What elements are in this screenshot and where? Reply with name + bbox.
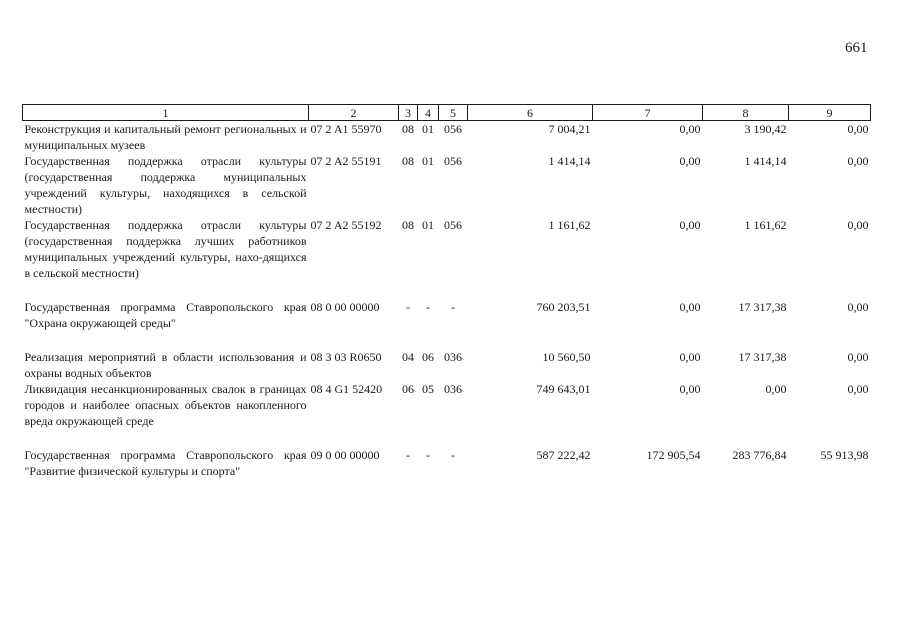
amount-col6: 10 560,50 <box>542 350 591 364</box>
row-spacer <box>23 429 871 447</box>
amount-col6: 7 004,21 <box>548 122 591 136</box>
department-code: 056 <box>444 218 462 232</box>
program-code: 09 0 00 00000 <box>310 448 380 462</box>
program-code: 08 4 G1 52420 <box>310 382 383 396</box>
amount-col7: 0,00 <box>679 122 701 136</box>
section-code: - <box>406 448 410 462</box>
amount-col6: 1 161,62 <box>548 218 591 232</box>
amount-col7: 172 905,54 <box>646 448 701 462</box>
section-code: 06 <box>402 382 414 396</box>
program-name: Реализация мероприятий в области использования и охраны водных объектов <box>24 350 307 380</box>
section-code: 04 <box>402 350 414 364</box>
program-name: Государственная программа Ставропольского края "Развитие физической культуры и спорта" <box>24 448 307 478</box>
department-code: - <box>451 300 455 314</box>
section-code: 08 <box>402 218 414 232</box>
amount-col8: 1 414,14 <box>744 154 787 168</box>
amount-col8: 3 190,42 <box>744 122 787 136</box>
amount-col7: 0,00 <box>679 300 701 314</box>
column-header: 4 <box>418 105 439 121</box>
column-header: 1 <box>23 105 309 121</box>
amount-col9: 0,00 <box>847 218 869 232</box>
program-name: Государственная поддержка отрасли культуры (государственная поддержка лучших работников муниципальных учреждений культуры, нахо-дящихся в сельской местности) <box>24 218 307 280</box>
amount-col6: 587 222,42 <box>536 448 591 462</box>
page-number: 661 <box>845 40 868 56</box>
table-row <box>23 349 871 381</box>
department-code: 056 <box>444 154 462 168</box>
subsection-code: 06 <box>422 350 434 364</box>
column-header: 7 <box>593 105 703 121</box>
program-code: 07 2 A1 55970 <box>310 122 382 136</box>
column-header: 9 <box>789 105 871 121</box>
table-row <box>23 381 871 429</box>
subsection-code: - <box>426 300 430 314</box>
subsection-code: 01 <box>422 154 434 168</box>
table-row <box>23 217 871 281</box>
amount-col9: 0,00 <box>847 382 869 396</box>
subsection-code: 01 <box>422 122 434 136</box>
subsection-code: 01 <box>422 218 434 232</box>
table-row <box>23 447 871 479</box>
row-spacer <box>23 331 871 349</box>
department-code: 036 <box>444 382 462 396</box>
amount-col8: 17 317,38 <box>738 300 787 314</box>
amount-col6: 1 414,14 <box>548 154 591 168</box>
program-code: 08 3 03 R0650 <box>310 350 382 364</box>
department-code: 036 <box>444 350 462 364</box>
program-code: 07 2 A2 55192 <box>310 218 382 232</box>
subsection-code: 05 <box>422 382 434 396</box>
column-header: 6 <box>468 105 593 121</box>
section-code: 08 <box>402 154 414 168</box>
amount-col7: 0,00 <box>679 382 701 396</box>
column-header: 5 <box>439 105 468 121</box>
amount-col9: 0,00 <box>847 122 869 136</box>
department-code: - <box>451 448 455 462</box>
subsection-code: - <box>426 448 430 462</box>
column-header: 3 <box>399 105 418 121</box>
column-header: 2 <box>309 105 399 121</box>
column-header: 8 <box>703 105 789 121</box>
amount-col9: 0,00 <box>847 350 869 364</box>
program-name: Ликвидация несанкционированных свалок в границах городов и наиболее опасных объектов накопленного вреда окружающей среде <box>24 382 307 428</box>
section-code: - <box>406 300 410 314</box>
budget-table <box>22 104 871 479</box>
program-name: Реконструкция и капитальный ремонт региональных и муниципальных музеев <box>24 122 307 152</box>
amount-col9: 0,00 <box>847 300 869 314</box>
row-spacer <box>23 281 871 299</box>
amount-col6: 749 643,01 <box>536 382 591 396</box>
amount-col6: 760 203,51 <box>536 300 591 314</box>
amount-col8: 17 317,38 <box>738 350 787 364</box>
amount-col8: 0,00 <box>765 382 787 396</box>
amount-col9: 55 913,98 <box>820 448 869 462</box>
section-code: 08 <box>402 122 414 136</box>
header-row <box>23 105 871 121</box>
amount-col8: 283 776,84 <box>732 448 787 462</box>
amount-col7: 0,00 <box>679 154 701 168</box>
program-name: Государственная поддержка отрасли культуры (государственная поддержка муниципальных учреждений культуры, находящихся в сельской местности) <box>24 154 307 216</box>
program-code: 07 2 A2 55191 <box>310 154 382 168</box>
program-name: Государственная программа Ставропольского края "Охрана окружающей среды" <box>24 300 307 330</box>
amount-col8: 1 161,62 <box>744 218 787 232</box>
program-code: 08 0 00 00000 <box>310 300 380 314</box>
amount-col7: 0,00 <box>679 218 701 232</box>
table-row <box>23 121 871 154</box>
amount-col9: 0,00 <box>847 154 869 168</box>
amount-col7: 0,00 <box>679 350 701 364</box>
table-row <box>23 299 871 331</box>
table-row <box>23 153 871 217</box>
department-code: 056 <box>444 122 462 136</box>
